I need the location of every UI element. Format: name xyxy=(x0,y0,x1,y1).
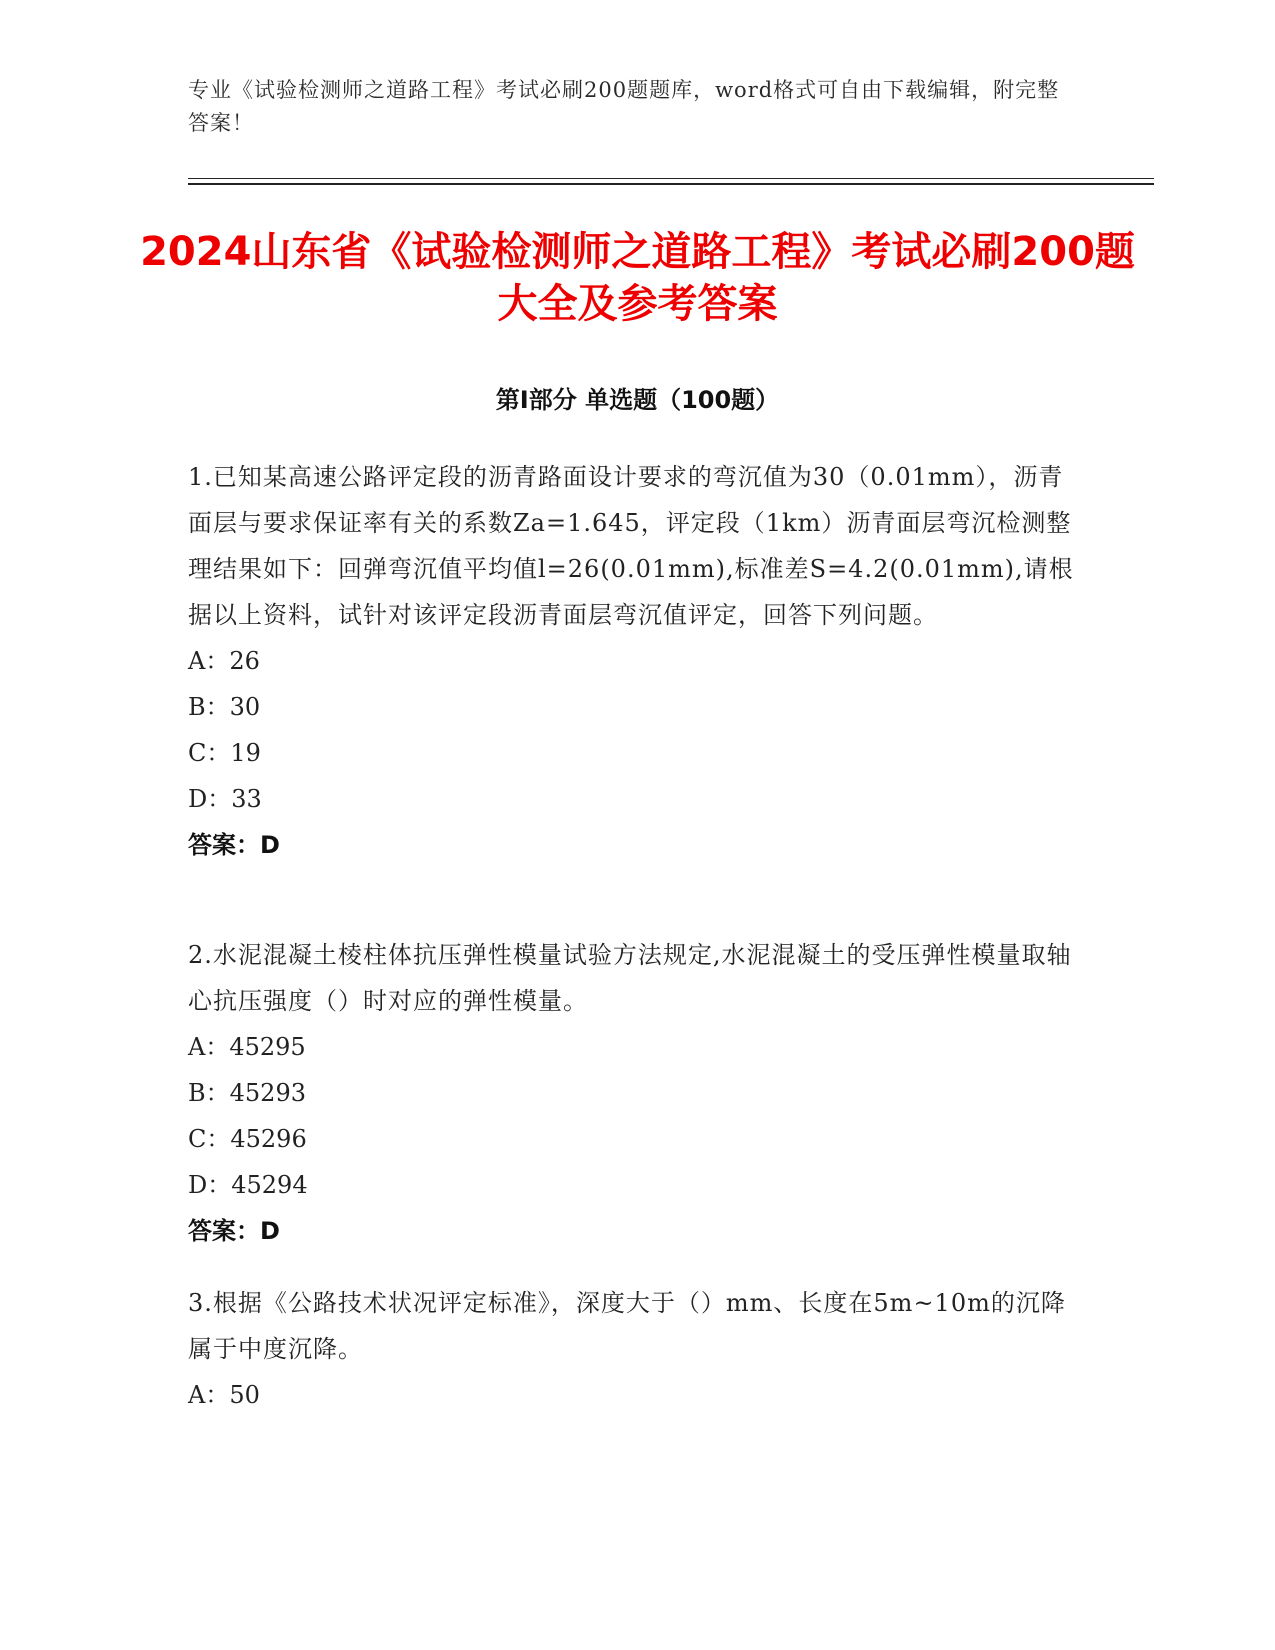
question-text: 1.已知某高速公路评定段的沥青路面设计要求的弯沉值为30（0.01mm），沥青面层与要求保证率有关的系数Za=1.645，评定段（1km）沥青面层弯沉检测整理结果如下：回弹弯沉值平均值l=26(0.01mm),标准差S=4.2(0.01mm),请根据以上资料，试针对该评定段沥青面层弯沉值评定，回答下列问题。 xyxy=(188,463,1074,629)
header-divider-thin xyxy=(188,178,1154,179)
option-key: B： xyxy=(188,693,230,721)
document-title: 2024山东省《试验检测师之道路工程》考试必刷200题大全及参考答案 xyxy=(140,229,1135,327)
option-b xyxy=(188,1070,1088,1116)
option-key: D： xyxy=(188,1171,232,1199)
option-d xyxy=(188,1162,1088,1208)
option-a xyxy=(188,1024,1088,1070)
option-key: C： xyxy=(188,739,231,767)
header-divider-thick xyxy=(188,183,1154,185)
option-key: A： xyxy=(188,647,230,675)
option-c xyxy=(188,1116,1088,1162)
section-heading: 第Ⅰ部分 单选题（100题） xyxy=(495,386,780,414)
option-value: 19 xyxy=(230,739,261,767)
option-value: 33 xyxy=(231,785,262,813)
header-note: 专业《试验检测师之道路工程》考试必刷200题题库，word格式可自由下载编辑，附完整答案！ xyxy=(188,78,1060,135)
question-3 xyxy=(188,1280,1088,1418)
option-key: B： xyxy=(188,1079,230,1107)
option-c xyxy=(188,730,1088,776)
option-value: 45294 xyxy=(231,1171,308,1199)
answer: 答案：D xyxy=(188,831,280,859)
option-a xyxy=(188,1372,1088,1418)
option-value: 26 xyxy=(229,647,260,675)
option-a xyxy=(188,638,1088,684)
option-value: 45293 xyxy=(229,1079,306,1107)
option-key: C： xyxy=(188,1125,231,1153)
option-key: A： xyxy=(188,1381,230,1409)
option-key: D： xyxy=(188,785,232,813)
question-1 xyxy=(188,454,1088,868)
question-text: 3.根据《公路技术状况评定标准》，深度大于（）mm、长度在5m~10m的沉降属于中度沉降。 xyxy=(188,1289,1066,1363)
option-value: 45296 xyxy=(230,1125,307,1153)
question-2 xyxy=(188,932,1088,1254)
option-d xyxy=(188,776,1088,822)
option-b xyxy=(188,684,1088,730)
option-value: 50 xyxy=(229,1381,260,1409)
option-key: A： xyxy=(188,1033,230,1061)
option-value: 30 xyxy=(229,693,261,721)
option-value: 45295 xyxy=(229,1033,306,1061)
question-text: 2.水泥混凝土棱柱体抗压弹性模量试验方法规定,水泥混凝土的受压弹性模量取轴心抗压强度（）时对应的弹性模量。 xyxy=(188,941,1072,1015)
answer: 答案：D xyxy=(188,1217,280,1245)
